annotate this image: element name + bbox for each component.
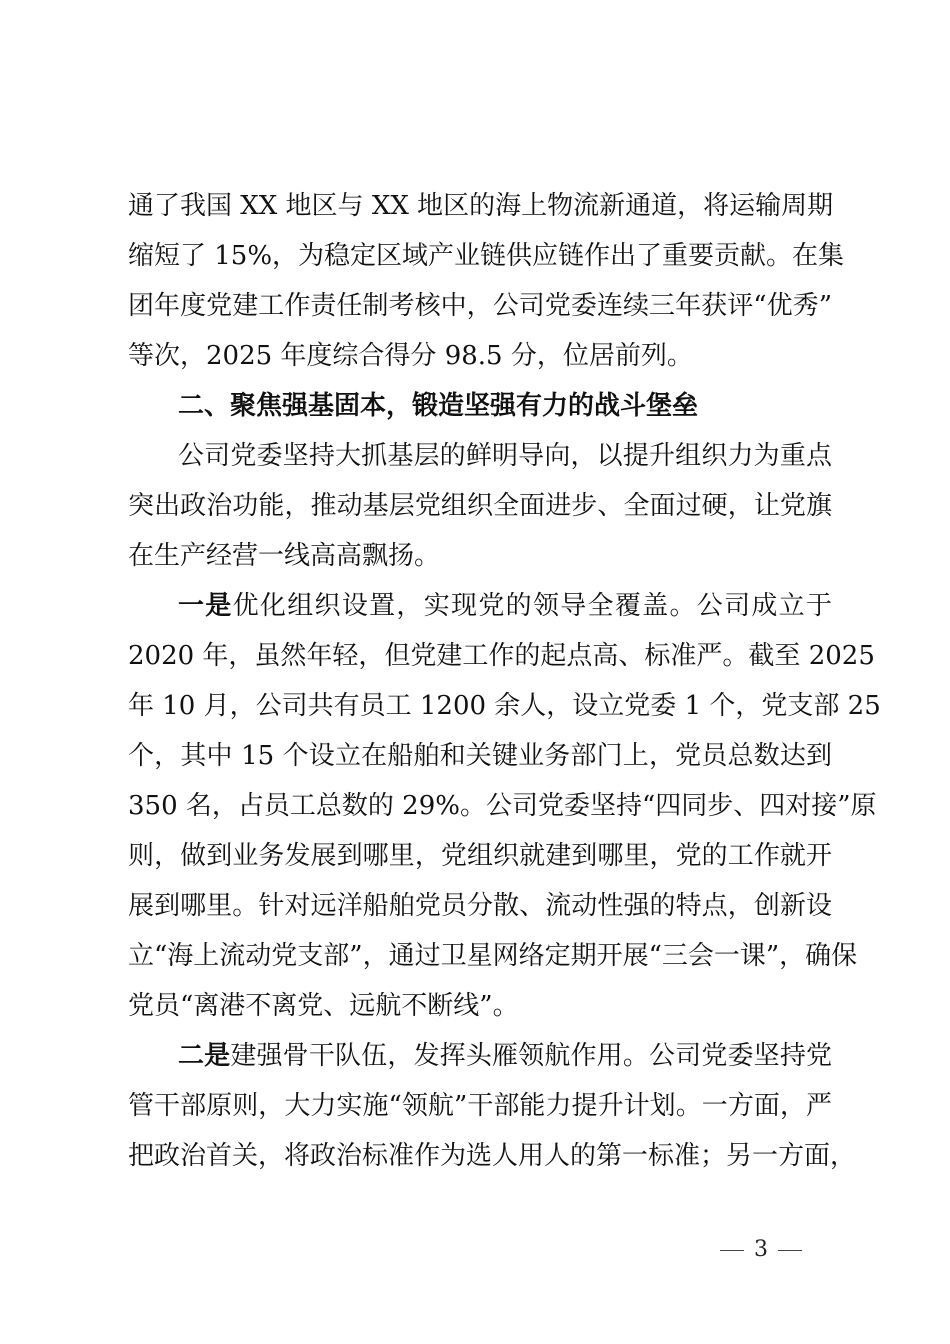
paragraph-line: 350 名，占员工总数的 29%。公司党委坚持“四同步、四对接”原: [128, 791, 877, 821]
paragraph-line: 公司党委坚持大抓基层的鲜明导向，以提升组织力为重点: [178, 441, 832, 471]
section-heading: 二、聚焦强基固本，锻造坚强有力的战斗堡垒: [178, 391, 699, 421]
paragraph-line: 个，其中 15 个设立在船舶和关键业务部门上，党员总数达到: [128, 741, 832, 771]
point-one-text: 优化组织设置，实现党的领导全覆盖。公司成立于: [232, 591, 832, 621]
point-two-first-line: [178, 1031, 832, 1081]
point-one-lead: 一是: [178, 591, 233, 621]
dash-right: [778, 1250, 802, 1251]
paragraph-line: 管干部原则，大力实施“领航”干部能力提升计划。一方面，严: [128, 1091, 832, 1121]
paragraph-line: 展到哪里。针对远洋船舶党员分散、流动性强的特点，创新设: [128, 891, 832, 921]
page-number: 3: [754, 1237, 768, 1262]
paragraph-line: 等次，2025 年度综合得分 98.5 分，位居前列。: [128, 341, 693, 371]
page-number-footer: [710, 1235, 810, 1265]
paragraph-line: 团年度党建工作责任制考核中，公司党委连续三年获评“优秀”: [128, 291, 832, 321]
paragraph-line: 则，做到业务发展到哪里，党组织就建到哪里，党的工作就开: [128, 841, 832, 871]
paragraph-line: 年 10 月，公司共有员工 1200 余人，设立党委 1 个，党支部 25: [128, 691, 881, 721]
paragraph-line: 通了我国 XX 地区与 XX 地区的海上物流新通道，将运输周期: [128, 191, 834, 221]
point-one-first-line: [178, 581, 832, 631]
paragraph-line: 把政治首关，将政治标准作为选人用人的第一标准；另一方面，: [128, 1141, 857, 1171]
paragraph-line: 2020 年，虽然年轻，但党建工作的起点高、标准严。截至 2025: [128, 641, 875, 671]
paragraph-line: 缩短了 15%，为稳定区域产业链供应链作出了重要贡献。在集: [128, 241, 845, 271]
point-two-lead: 二是: [178, 1041, 231, 1071]
paragraph-line: 党员“离港不离党、远航不断线”。: [128, 991, 519, 1021]
paragraph-line: 在生产经营一线高高飘扬。: [128, 541, 441, 571]
paragraph-line: 立“海上流动党支部”，通过卫星网络定期开展“三会一课”，确保: [128, 941, 858, 971]
point-two-text: 建强骨干队伍，发挥头雁领航作用。公司党委坚持党: [230, 1041, 832, 1071]
paragraph-line: 突出政治功能，推动基层党组织全面进步、全面过硬，让党旗: [128, 491, 832, 521]
dash-left: [720, 1250, 744, 1251]
